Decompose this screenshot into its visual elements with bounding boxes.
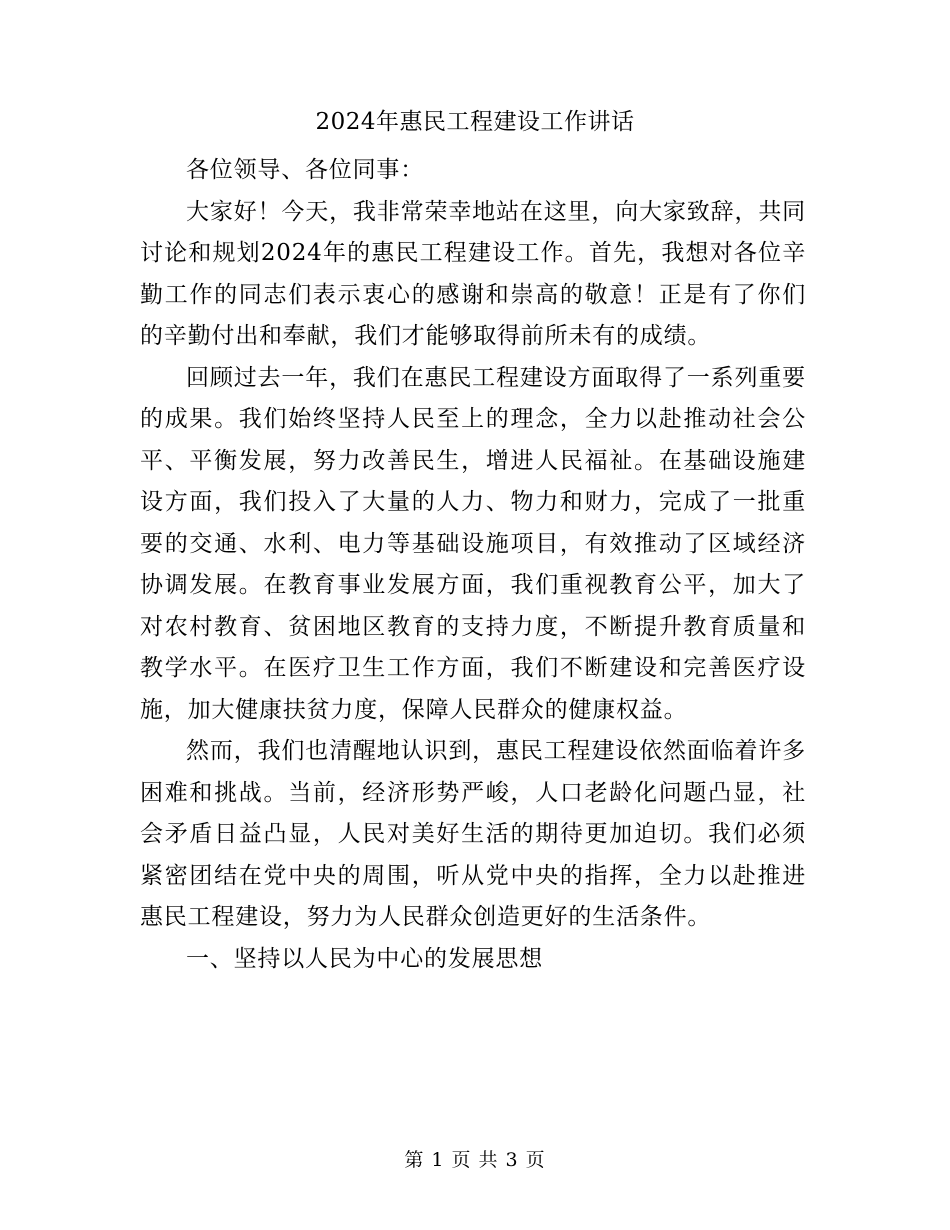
document-title: 2024年惠民工程建设工作讲话 bbox=[315, 109, 635, 135]
paragraph-greeting: 大家好！今天，我非常荣幸地站在这里，向大家致辞，共同讨论和规划2024年的惠民工程建设工作。首先，我想对各位辛勤工作的同志们表示衷心的感谢和崇高的敬意！正是有了你们的辛勤付出和奉献，我们才能够取得前所未有的成绩。 bbox=[140, 198, 806, 349]
page-footer: 第 1 页 共 3 页 bbox=[404, 1149, 546, 1171]
paragraph-review: 回顾过去一年，我们在惠民工程建设方面取得了一系列重要的成果。我们始终坚持人民至上的理念，全力以赴推动社会公平、平衡发展，努力改善民生，增进人民福祉。在基础设施建设方面，我们投入了大量的人力、物力和财力，完成了一批重要的交通、水利、电力等基础设施项目，有效推动了区域经济协调发展。在教育事业发展方面，我们重视教育公平，加大了对农村教育、贫困地区教育的支持力度，不断提升教育质量和教学水平。在医疗卫生工作方面，我们不断建设和完善医疗设施，加大健康扶贫力度，保障人民群众的健康权益。 bbox=[140, 364, 806, 723]
salutation: 各位领导、各位同事： bbox=[186, 157, 424, 183]
document-body bbox=[140, 150, 806, 980]
paragraph-challenges: 然而，我们也清醒地认识到，惠民工程建设依然面临着许多困难和挑战。当前，经济形势严峻，人口老龄化问题凸显，社会矛盾日益凸显，人民对美好生活的期待更加迫切。我们必须紧密团结在党中央的周围，听从党中央的指挥，全力以赴推进惠民工程建设，努力为人民群众创造更好的生活条件。 bbox=[140, 738, 806, 930]
section-heading: 一、坚持以人民为中心的发展思想 bbox=[186, 945, 543, 972]
